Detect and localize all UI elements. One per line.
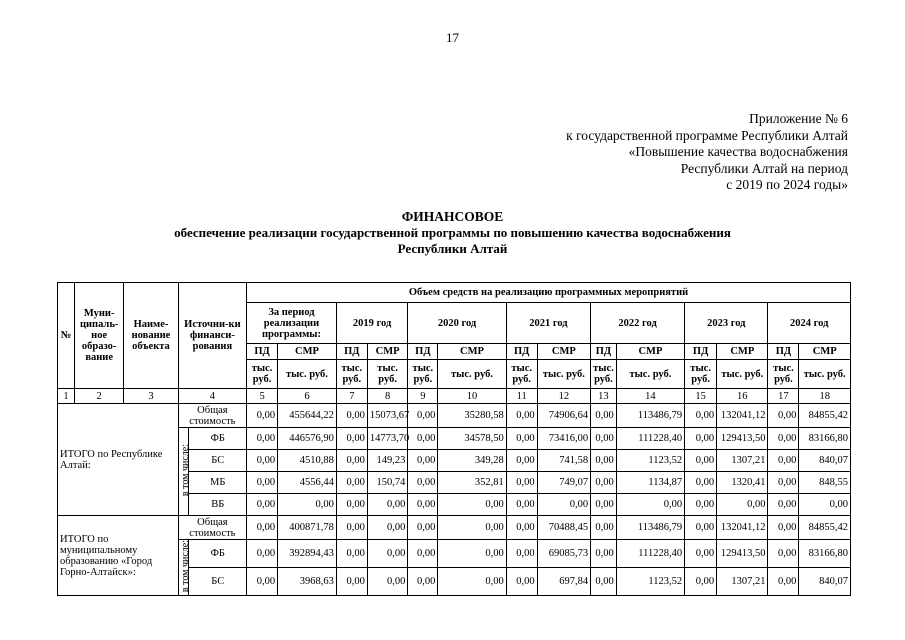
table-cell: 697,84 <box>537 568 590 596</box>
table-cell: 4510,88 <box>278 450 337 472</box>
funding-source: МБ <box>189 472 247 494</box>
header-pd: ПД <box>247 344 278 360</box>
page-number: 17 <box>446 30 459 45</box>
header-unit: тыс. руб. <box>408 360 438 389</box>
table-cell: 0,00 <box>247 450 278 472</box>
table-cell: 0,00 <box>799 494 851 516</box>
column-number: 4 <box>178 389 246 404</box>
table-cell: 111228,40 <box>616 540 684 568</box>
funding-source: БС <box>189 568 247 596</box>
table-cell: 132041,12 <box>717 404 768 428</box>
table-cell: 0,00 <box>247 404 278 428</box>
table-cell: 111228,40 <box>616 428 684 450</box>
header-municipality: Муни-ципаль-ное образо-вание <box>75 283 124 389</box>
document-title <box>0 209 905 257</box>
table-cell: 0,00 <box>438 494 506 516</box>
column-number: 17 <box>768 389 799 404</box>
table-cell: 74906,64 <box>537 404 590 428</box>
appendix-line-1: Приложение № 6 <box>749 111 848 126</box>
table-cell: 149,23 <box>367 450 408 472</box>
table-cell: 0,00 <box>336 540 367 568</box>
header-year: 2024 год <box>768 303 851 344</box>
table-cell: 0,00 <box>685 540 717 568</box>
table-cell: 0,00 <box>247 568 278 596</box>
column-numbers-row <box>58 389 851 404</box>
title-main: ФИНАНСОВОЕ <box>401 209 504 224</box>
including-label <box>178 540 189 596</box>
table-cell: 0,00 <box>537 494 590 516</box>
table-cell: 0,00 <box>438 540 506 568</box>
table-cell: 0,00 <box>768 428 799 450</box>
header-volume: Объем средств на реализацию программных мероприятий <box>247 283 851 303</box>
table-cell: 848,55 <box>799 472 851 494</box>
table-cell: 0,00 <box>685 472 717 494</box>
table-cell: 1123,52 <box>616 568 684 596</box>
table-cell: 0,00 <box>591 404 617 428</box>
group-label: ИТОГО по муниципальному образованию «Город Горно-Алтайск»: <box>58 516 179 596</box>
table-cell: 0,00 <box>247 540 278 568</box>
appendix-note <box>566 111 848 194</box>
group-label: ИТОГО по Республике Алтай: <box>58 404 179 516</box>
table-cell: 0,00 <box>506 568 537 596</box>
table-cell: 352,81 <box>438 472 506 494</box>
table-cell: 0,00 <box>408 516 438 540</box>
table-cell: 0,00 <box>506 428 537 450</box>
table-cell: 0,00 <box>438 568 506 596</box>
table-cell: 1307,21 <box>717 568 768 596</box>
header-year: 2022 год <box>591 303 685 344</box>
table-cell: 0,00 <box>685 450 717 472</box>
funding-source: ФБ <box>189 428 247 450</box>
header-unit: тыс. руб. <box>685 360 717 389</box>
table-cell: 0,00 <box>408 404 438 428</box>
table-cell: 840,07 <box>799 450 851 472</box>
header-unit: тыс. руб. <box>717 360 768 389</box>
table-cell: 83166,80 <box>799 428 851 450</box>
header-row-1 <box>58 283 851 303</box>
column-number: 5 <box>247 389 278 404</box>
column-number: 10 <box>438 389 506 404</box>
header-smr: СМР <box>278 344 337 360</box>
column-number: 6 <box>278 389 337 404</box>
table-cell: 0,00 <box>591 450 617 472</box>
header-pd: ПД <box>768 344 799 360</box>
column-number: 8 <box>367 389 408 404</box>
header-smr: СМР <box>717 344 768 360</box>
appendix-line-2: к государственной программе Республики Алтай <box>566 127 848 143</box>
header-source: Источни-ки финанси-рования <box>178 283 246 389</box>
header-unit: тыс. руб. <box>616 360 684 389</box>
table-cell: 0,00 <box>408 472 438 494</box>
table-cell: 0,00 <box>336 404 367 428</box>
header-unit: тыс. руб. <box>278 360 337 389</box>
table-cell: 0,00 <box>438 516 506 540</box>
appendix-line-3: «Повышение качества водоснабжения <box>628 144 848 160</box>
column-number: 12 <box>537 389 590 404</box>
table-cell: 129413,50 <box>717 428 768 450</box>
header-unit: тыс. руб. <box>336 360 367 389</box>
table-cell: 0,00 <box>616 494 684 516</box>
table-cell: 0,00 <box>506 516 537 540</box>
funding-source: БС <box>189 450 247 472</box>
funding-source: ВБ <box>189 494 247 516</box>
title-subtitle-line-1: обеспечение реализации государственной программы по повышению качества водоснабжения <box>174 225 731 240</box>
table-cell: 0,00 <box>278 494 337 516</box>
column-number: 2 <box>75 389 124 404</box>
table-cell: 0,00 <box>336 450 367 472</box>
table-row <box>58 404 851 428</box>
table-cell: 0,00 <box>768 450 799 472</box>
table-cell: 0,00 <box>367 568 408 596</box>
table-cell: 0,00 <box>336 428 367 450</box>
table-cell: 3968,63 <box>278 568 337 596</box>
column-number: 3 <box>124 389 178 404</box>
header-pd: ПД <box>591 344 617 360</box>
header-unit: тыс. руб. <box>537 360 590 389</box>
table-cell: 749,07 <box>537 472 590 494</box>
table-cell: 73416,00 <box>537 428 590 450</box>
table-cell: 84855,42 <box>799 516 851 540</box>
table-cell: 1307,21 <box>717 450 768 472</box>
total-cost-label: Общая стоимость <box>178 516 246 540</box>
table-cell: 1134,87 <box>616 472 684 494</box>
header-unit: тыс. руб. <box>438 360 506 389</box>
table-cell: 113486,79 <box>616 516 684 540</box>
table-cell: 0,00 <box>768 540 799 568</box>
table-cell: 0,00 <box>506 540 537 568</box>
header-smr: СМР <box>438 344 506 360</box>
funding-source: ФБ <box>189 540 247 568</box>
table-cell: 0,00 <box>591 494 617 516</box>
table-cell: 349,28 <box>438 450 506 472</box>
table-cell: 0,00 <box>591 568 617 596</box>
column-number: 9 <box>408 389 438 404</box>
table-cell: 0,00 <box>367 540 408 568</box>
table-cell: 0,00 <box>591 472 617 494</box>
table-cell: 0,00 <box>768 494 799 516</box>
table-cell: 0,00 <box>247 516 278 540</box>
table-cell: 0,00 <box>408 428 438 450</box>
table-cell: 0,00 <box>336 494 367 516</box>
table-cell: 35280,58 <box>438 404 506 428</box>
table-cell: 0,00 <box>408 568 438 596</box>
table-cell: 70488,45 <box>537 516 590 540</box>
table-cell: 0,00 <box>367 494 408 516</box>
table-cell: 0,00 <box>247 472 278 494</box>
header-pd: ПД <box>506 344 537 360</box>
header-smr: СМР <box>537 344 590 360</box>
table-cell: 0,00 <box>247 494 278 516</box>
header-pd: ПД <box>685 344 717 360</box>
column-number: 1 <box>58 389 75 404</box>
header-object: Наиме-нование объекта <box>124 283 178 389</box>
table-cell: 0,00 <box>685 404 717 428</box>
header-smr: СМР <box>616 344 684 360</box>
header-unit: тыс. руб. <box>367 360 408 389</box>
table-cell: 0,00 <box>685 494 717 516</box>
table-cell: 150,74 <box>367 472 408 494</box>
header-period: За период реализации программы: <box>247 303 337 344</box>
table-cell: 0,00 <box>768 568 799 596</box>
column-number: 11 <box>506 389 537 404</box>
column-number: 7 <box>336 389 367 404</box>
table-cell: 0,00 <box>591 516 617 540</box>
table-cell: 132041,12 <box>717 516 768 540</box>
table-cell: 446576,90 <box>278 428 337 450</box>
table-cell: 0,00 <box>591 540 617 568</box>
table-cell: 392894,43 <box>278 540 337 568</box>
table-cell: 0,00 <box>367 516 408 540</box>
table-cell: 0,00 <box>685 568 717 596</box>
table-cell: 0,00 <box>408 540 438 568</box>
header-year: 2023 год <box>685 303 768 344</box>
column-number: 18 <box>799 389 851 404</box>
table-cell: 15073,67 <box>367 404 408 428</box>
table-cell: 0,00 <box>506 404 537 428</box>
table-cell: 0,00 <box>247 428 278 450</box>
table-cell: 0,00 <box>408 494 438 516</box>
table-cell: 400871,78 <box>278 516 337 540</box>
table-cell: 840,07 <box>799 568 851 596</box>
table-cell: 4556,44 <box>278 472 337 494</box>
total-cost-label: Общая стоимость <box>178 404 246 428</box>
header-unit: тыс. руб. <box>799 360 851 389</box>
header-unit: тыс. руб. <box>591 360 617 389</box>
table-cell: 0,00 <box>506 472 537 494</box>
column-number: 15 <box>685 389 717 404</box>
table-cell: 0,00 <box>768 516 799 540</box>
column-number: 14 <box>616 389 684 404</box>
table-row <box>58 516 851 540</box>
table-cell: 741,58 <box>537 450 590 472</box>
table-cell: 34578,50 <box>438 428 506 450</box>
header-unit: тыс. руб. <box>506 360 537 389</box>
appendix-line-5: с 2019 по 2024 годы» <box>726 177 848 193</box>
table-cell: 0,00 <box>717 494 768 516</box>
header-unit: тыс. руб. <box>247 360 278 389</box>
table-cell: 83166,80 <box>799 540 851 568</box>
header-number: № <box>58 283 75 389</box>
financing-table <box>57 282 851 596</box>
column-number: 16 <box>717 389 768 404</box>
table-cell: 1123,52 <box>616 450 684 472</box>
table-cell: 0,00 <box>768 404 799 428</box>
table-cell: 0,00 <box>336 568 367 596</box>
table-cell: 0,00 <box>591 428 617 450</box>
table-cell: 129413,50 <box>717 540 768 568</box>
table-cell: 0,00 <box>685 428 717 450</box>
table-cell: 69085,73 <box>537 540 590 568</box>
including-text: в том числе: <box>179 540 191 593</box>
table-cell: 455644,22 <box>278 404 337 428</box>
header-year: 2019 год <box>336 303 408 344</box>
header-pd: ПД <box>336 344 367 360</box>
table-cell: 0,00 <box>408 450 438 472</box>
table-cell: 14773,70 <box>367 428 408 450</box>
table-cell: 84855,42 <box>799 404 851 428</box>
header-smr: СМР <box>799 344 851 360</box>
including-text: в том числе: <box>179 443 191 497</box>
header-smr: СМР <box>367 344 408 360</box>
table-cell: 113486,79 <box>616 404 684 428</box>
header-unit: тыс. руб. <box>768 360 799 389</box>
table-cell: 0,00 <box>768 472 799 494</box>
header-pd: ПД <box>408 344 438 360</box>
table-cell: 0,00 <box>685 516 717 540</box>
appendix-line-4: Республики Алтай на период <box>680 160 848 176</box>
including-label <box>178 428 189 516</box>
table-cell: 0,00 <box>506 450 537 472</box>
title-subtitle-line-2: Республики Алтай <box>397 241 508 256</box>
table-cell: 0,00 <box>506 494 537 516</box>
table-cell: 0,00 <box>336 472 367 494</box>
column-number: 13 <box>591 389 617 404</box>
header-year: 2021 год <box>506 303 590 344</box>
table-cell: 1320,41 <box>717 472 768 494</box>
header-year: 2020 год <box>408 303 506 344</box>
table-cell: 0,00 <box>336 516 367 540</box>
